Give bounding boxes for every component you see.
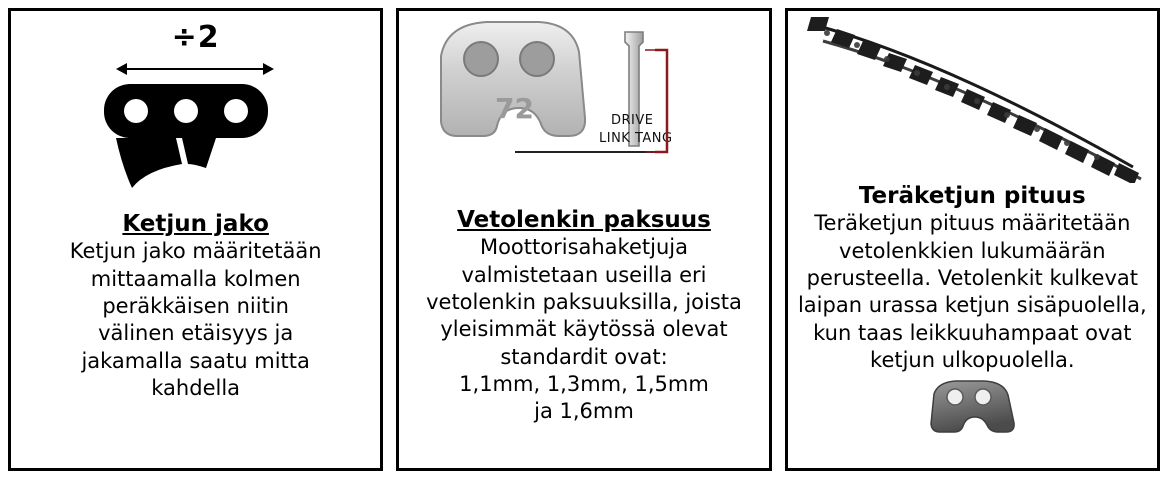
divide-by-two-label: ÷2 [171,20,220,55]
body-line: ja 1,6mm [534,399,634,424]
double-arrow-icon [126,68,264,70]
saw-chain-loop-icon [797,11,1147,183]
body-line: peräkkäisen niitin [102,294,289,319]
chain-three-rivets-icon [96,82,296,202]
body-line: jakamalla saatu mitta [81,348,310,373]
drive-link-tang-diagram-icon [419,14,749,204]
body-line: kahdella [151,375,241,400]
body-line: mittaamalla kolmen [90,266,301,291]
body-line: Moottorisahaketjuja [479,235,688,260]
body-line: ketjun ulkopuolella. [870,347,1075,372]
panel-body [414,234,754,425]
body-line: perusteella. Vetolenkit kulkevat [806,266,1138,291]
body-line: vetolenkin paksuuksilla, joista [426,290,742,315]
body-line: yleisimmät käytössä olevat [440,317,728,342]
callout-line1: DRIVE [610,113,654,128]
body-line: kun taas leikkuuhampaat ovat [813,320,1132,345]
drive-link-illustration [399,11,768,207]
chain-pitch-illustration [11,11,380,211]
panel-title: Teräketjun pituus [858,183,1086,209]
body-line: Teräketjun pituus määritetään [814,211,1131,236]
link-stamp-number: 72 [494,92,534,125]
body-line: vetolenkkien lukumäärän [839,238,1106,263]
panel-body [58,238,334,402]
single-drive-link-icon [922,378,1022,440]
panel-chain-pitch [8,8,383,471]
panel-title: Vetolenkin paksuus [457,207,711,233]
body-line: standardit ovat: [500,344,668,369]
body-line: laipan urassa ketjun sisäpuolella, [797,293,1147,318]
single-drive-link-illustration [788,378,1157,440]
panel-drive-link-gauge [396,8,771,471]
panel-chain-length [785,8,1160,471]
callout-line2: LINK TANG [598,131,673,146]
panel-body [786,210,1159,374]
panel-title: Ketjun jako [122,211,269,237]
saw-chain-loop-illustration [788,11,1157,183]
body-line: valmistetaan useilla eri [461,262,707,287]
body-line: Ketjun jako määritetään [69,239,322,264]
body-line: 1,1mm, 1,3mm, 1,5mm [459,371,709,396]
body-line: välinen etäisyys ja [98,321,294,346]
